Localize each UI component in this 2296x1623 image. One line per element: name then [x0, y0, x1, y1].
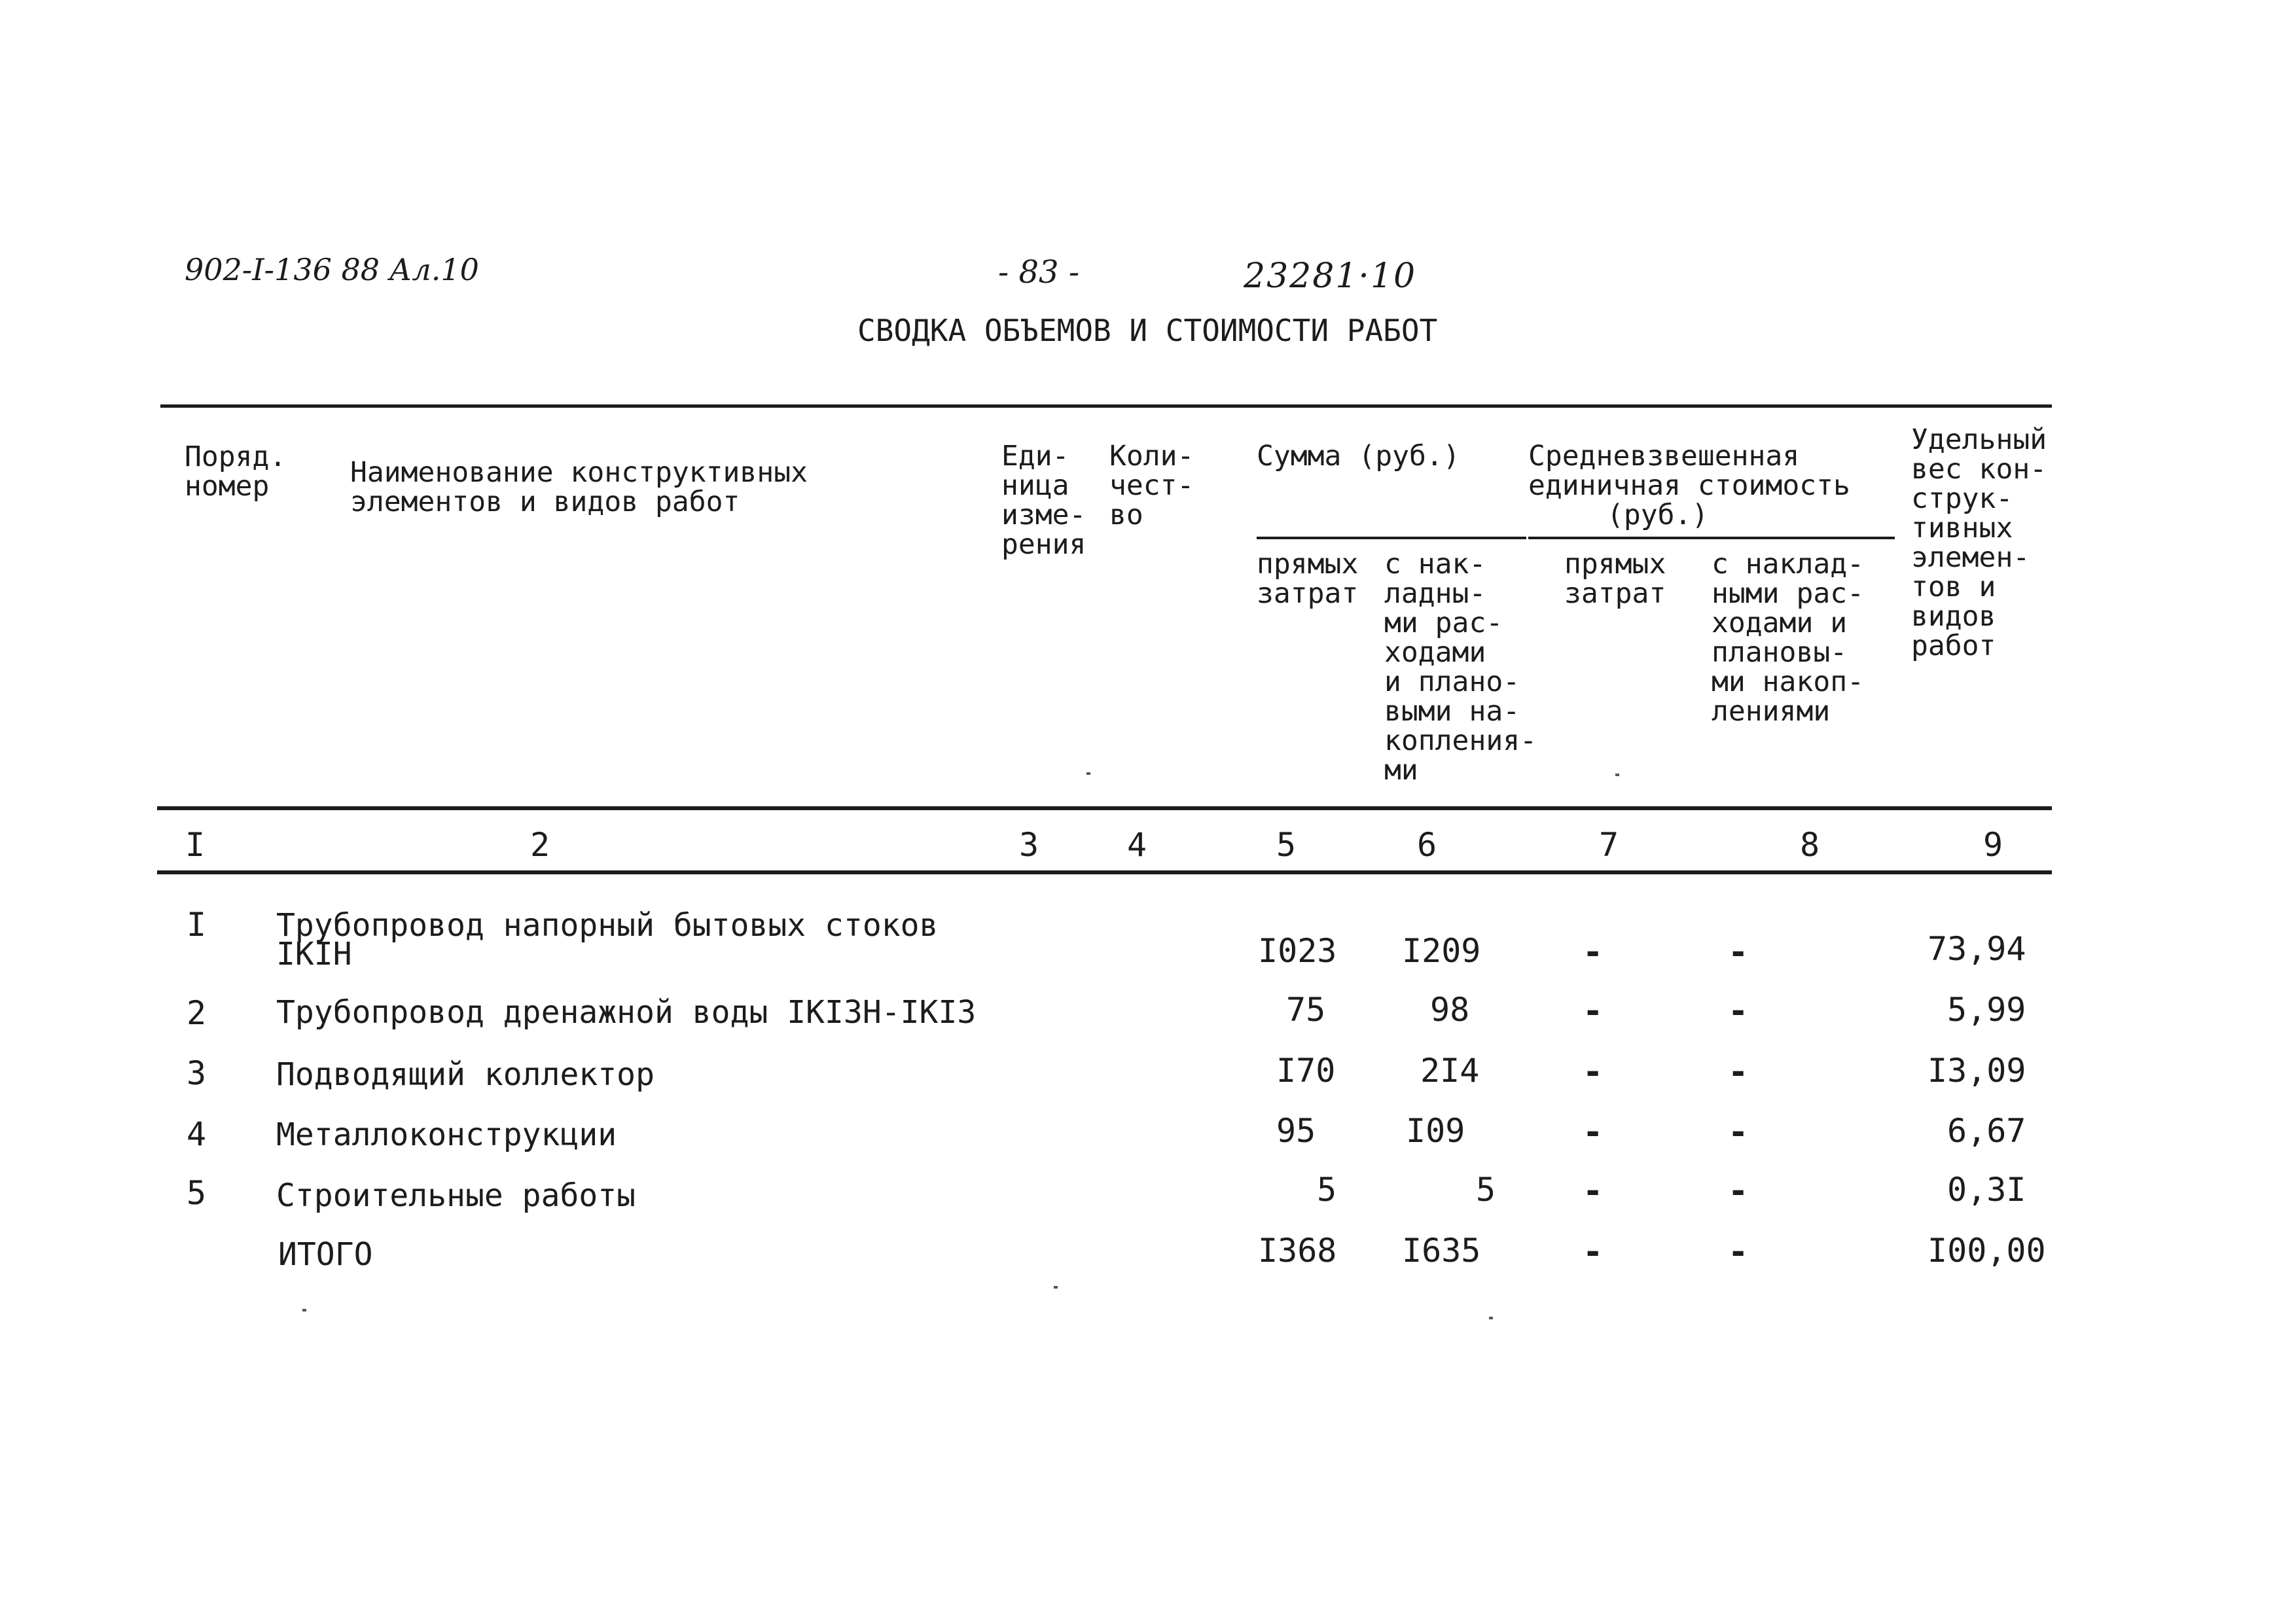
- scan-speck: [1054, 1286, 1058, 1289]
- row-name-continuation: IKIH: [276, 936, 352, 972]
- header-avg-group-line2: единичная стоимость: [1528, 469, 1850, 502]
- total-avg-direct: -: [1583, 1232, 1604, 1272]
- row-share: 5,99: [1947, 991, 2026, 1029]
- row-avg-direct: -: [1583, 991, 1604, 1031]
- row-overhead-cost: I09: [1406, 1112, 1465, 1150]
- avg-group-rule: [1528, 537, 1895, 539]
- row-avg-direct: -: [1583, 1052, 1604, 1092]
- row-share: 0,3I: [1947, 1171, 2026, 1209]
- row-number: 4: [187, 1115, 207, 1153]
- row-direct-cost: 5: [1317, 1171, 1337, 1209]
- header-sum-direct: прямых затрат: [1257, 548, 1359, 610]
- row-avg-overhead: -: [1728, 1171, 1749, 1211]
- row-avg-direct: -: [1583, 1113, 1604, 1152]
- total-avg-overhead: -: [1728, 1232, 1749, 1272]
- page-title: СВОДКА ОБЪЕМОВ И СТОИМОСТИ РАБОТ: [857, 313, 1438, 348]
- row-overhead-cost: I209: [1402, 932, 1481, 970]
- row-avg-overhead: -: [1728, 991, 1749, 1031]
- row-direct-cost: I70: [1276, 1052, 1336, 1090]
- total-share: I00,00: [1928, 1232, 2046, 1270]
- header-sum-group: Сумма (руб.): [1257, 440, 1460, 473]
- row-number: 3: [187, 1054, 207, 1092]
- column-numbers-rule: [157, 870, 2052, 874]
- column-number-5: 5: [1276, 826, 1297, 864]
- row-number: 2: [187, 994, 207, 1032]
- header-avg-group-line1: Средневзвешенная: [1528, 440, 1800, 473]
- row-direct-cost: 75: [1286, 991, 1326, 1029]
- row-direct-cost: 95: [1276, 1112, 1316, 1150]
- header-bottom-rule: [157, 806, 2052, 810]
- row-avg-direct: -: [1583, 933, 1604, 972]
- row-name: Трубопровод напорный бытовых стоков: [276, 907, 939, 944]
- row-number: I: [187, 906, 207, 944]
- scan-speck: [1086, 772, 1090, 775]
- header-order-number: Поряд. номер: [185, 440, 287, 503]
- document-code: 902-I-136 88 Ал.10: [185, 252, 479, 287]
- row-overhead-cost: 2I4: [1420, 1052, 1480, 1090]
- row-share: 6,67: [1947, 1112, 2026, 1150]
- row-share: I3,09: [1928, 1052, 2026, 1090]
- column-number-8: 8: [1799, 826, 1820, 864]
- column-number-7: 7: [1598, 826, 1619, 864]
- page-number: - 83 -: [998, 254, 1080, 291]
- row-share: 73,94: [1928, 930, 2026, 968]
- scan-speck: [1489, 1317, 1493, 1319]
- row-number: 5: [187, 1174, 207, 1212]
- row-direct-cost: I023: [1258, 932, 1337, 970]
- column-number-4: 4: [1126, 826, 1147, 864]
- row-name: Трубопровод дренажной воды IKI3H-IKI3: [276, 994, 977, 1031]
- row-avg-overhead: -: [1728, 933, 1749, 972]
- scan-speck: [1615, 774, 1619, 776]
- row-avg-overhead: -: [1728, 1052, 1749, 1092]
- row-name: Подводящий коллектор: [276, 1056, 655, 1093]
- total-direct-cost: I368: [1258, 1232, 1337, 1270]
- header-avg-overhead: с наклад- ными рас- ходами и плановы- ми накоп- лениями: [1712, 548, 1864, 728]
- total-overhead-cost: I635: [1402, 1232, 1481, 1270]
- column-number-2: 2: [529, 826, 550, 864]
- header-share: Удельный вес кон- струк- тивных элемен- тов и видов работ: [1911, 423, 2047, 662]
- header-element-name: Наименование конструктивных элементов и видов работ: [350, 456, 808, 518]
- row-name: Строительные работы: [276, 1177, 636, 1214]
- total-label: ИТОГО: [278, 1236, 373, 1273]
- row-avg-direct: -: [1583, 1171, 1604, 1211]
- column-number-9: 9: [1982, 826, 2003, 864]
- row-overhead-cost: 98: [1430, 991, 1470, 1029]
- column-number-6: 6: [1416, 826, 1437, 864]
- header-avg-group-line3: (руб.): [1607, 499, 1709, 531]
- header-unit: Еди- ница изме- рения: [1001, 440, 1086, 561]
- header-avg-direct: прямых затрат: [1564, 548, 1666, 610]
- scan-speck: [302, 1309, 306, 1311]
- row-overhead-cost: 5: [1476, 1171, 1496, 1209]
- table-top-rule: [160, 404, 2052, 408]
- document-number: 23281·10: [1244, 257, 1417, 296]
- header-sum-overhead: с нак- ладны- ми рас- ходами и плано- выми на- копления- ми: [1384, 548, 1537, 787]
- column-number-1: I: [185, 826, 206, 864]
- row-name: Металлоконструкции: [276, 1116, 617, 1153]
- column-number-3: 3: [1018, 826, 1039, 864]
- header-quantity: Коли- чест- во: [1109, 440, 1194, 531]
- sum-group-rule: [1257, 537, 1526, 539]
- row-avg-overhead: -: [1728, 1113, 1749, 1152]
